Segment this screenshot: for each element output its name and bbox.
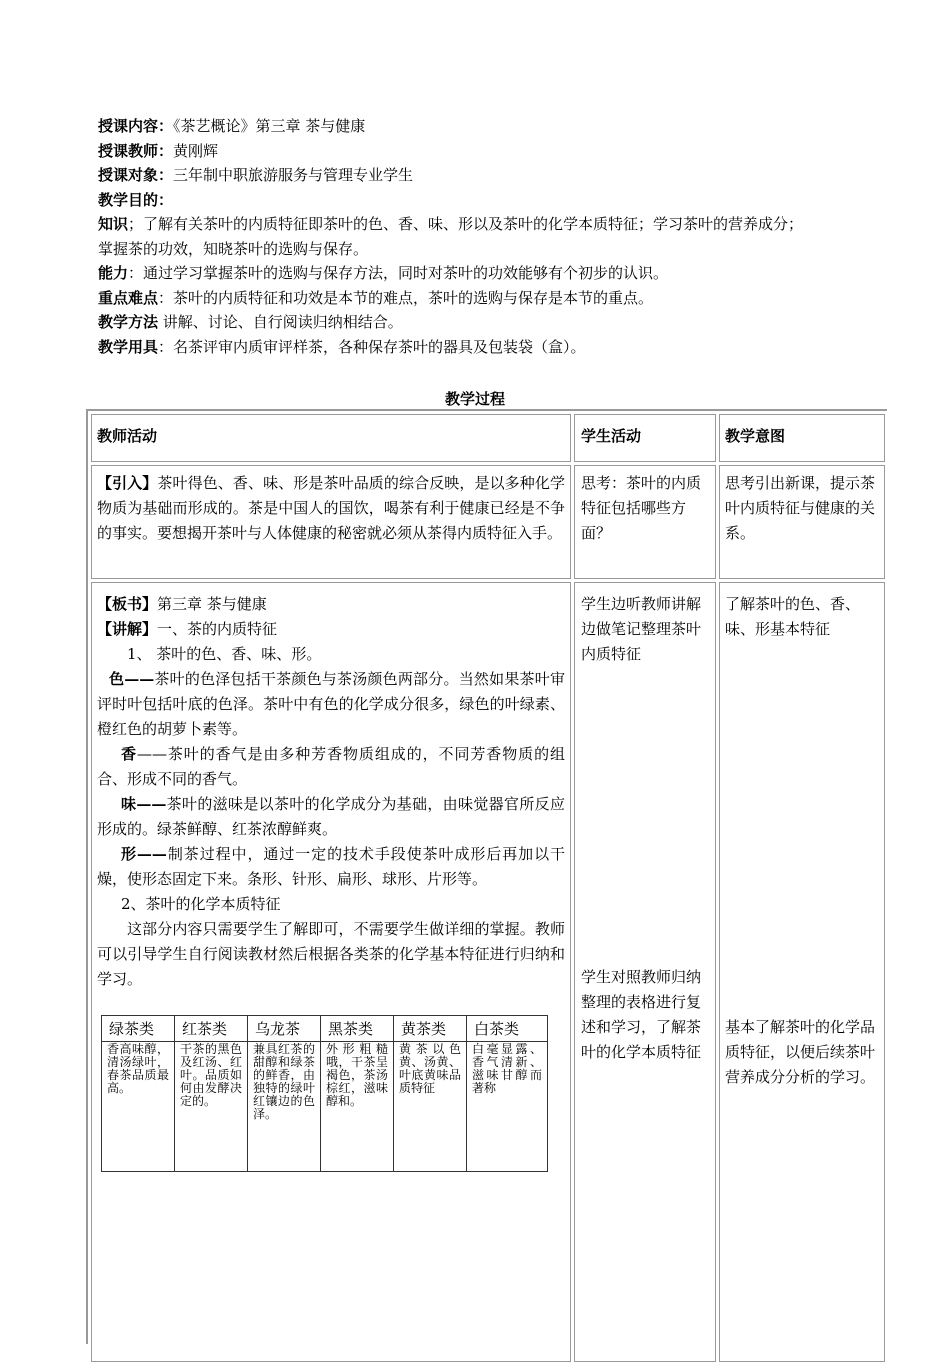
tea-header: 红茶类 xyxy=(175,1016,248,1042)
tea-cell: 兼具红茶的甜醇和绿茶的鲜香，由独特的绿叶红镶边的色泽。 xyxy=(248,1042,321,1172)
color-tag: 色—— xyxy=(109,670,155,688)
content-value: 《茶艺概论》第三章 茶与健康 xyxy=(173,117,366,135)
tea-cell: 白毫显露、香气清新、滋味甘醇而著称 xyxy=(467,1042,548,1172)
method-label: 教学方法 xyxy=(98,313,159,331)
row2-student-1: 学生边听教师讲解边做笔记整理茶叶内质特征 xyxy=(581,595,702,663)
knowledge-value-2: 掌握茶的功效，知晓茶叶的选购与保存。 xyxy=(98,239,369,258)
intro-body: 茶叶得色、香、味、形是茶叶品质的综合反映，是以多种化学物质为基础而形成的。茶是中国人的国饮，喝茶有利于健康已经是不争的事实。要想揭开茶叶与人体健康的秘密就必须从茶得内质特征入手。 xyxy=(97,474,565,542)
target-value: 三年制中职旅游服务与管理专业学生 xyxy=(173,166,414,184)
intro-tag: 【引入】 xyxy=(97,474,158,492)
method-value: 讲解、讨论、自行阅读归纳相结合。 xyxy=(158,313,403,331)
row2-cell-intent xyxy=(719,582,885,1362)
chemistry-note: 这部分内容只需要学生了解即可，不需要学生做详细的掌握。教师可以引导学生自行阅读教材然后根据各类茶的化学基本特征进行归纳和学习。 xyxy=(97,920,565,988)
knowledge-label: 知识 xyxy=(98,215,129,233)
row1-student: 思考：茶叶的内质特征包括哪些方面？ xyxy=(581,474,702,542)
row2-intent-1: 了解茶叶的色、香、味、形基本特征 xyxy=(725,595,861,638)
color-text: 茶叶的色泽包括干茶颜色与茶汤颜色两部分。当然如果茶叶审评时叶包括叶底的色泽。茶叶中有色的化学成分很多，绿色的叶绿素、橙红色的胡萝卜素等。 xyxy=(97,670,565,738)
lecture-text: 一、茶的内质特征 xyxy=(157,620,278,638)
knowledge-value: ；了解有关茶叶的内质特征即茶叶的色、香、味、形以及茶叶的化学本质特征；学习茶叶的营养成分； xyxy=(128,215,804,233)
row2-intent-2: 基本了解茶叶的化学品质特征，以便后续茶叶营养成分分析的学习。 xyxy=(725,1018,876,1086)
board-tag: 【板书】 xyxy=(97,595,158,613)
tea-header: 白茶类 xyxy=(467,1016,548,1042)
aroma-tag: 香 xyxy=(121,745,137,763)
tea-cell: 香高味醇，清汤绿叶，春茶品质最高。 xyxy=(102,1042,175,1172)
teacher-label: 授课教师： xyxy=(98,141,174,160)
content-label: 授课内容： xyxy=(98,117,174,135)
lecture-tag: 【讲解】 xyxy=(97,620,158,638)
ability-value: ：通过学习掌握茶叶的选购与保存方法，同时对茶叶的功效能够有个初步的认识。 xyxy=(128,264,669,282)
header-intent: 教学意图 xyxy=(725,427,786,445)
teacher-value: 黄刚辉 xyxy=(173,141,219,160)
goal-label: 教学目的： xyxy=(98,190,174,209)
row2-teacher-text xyxy=(97,592,565,992)
row2-student-2: 学生对照教师归纳整理的表格进行复述和学习，了解茶叶的化学本质特征 xyxy=(581,968,702,1061)
intro-text xyxy=(97,471,565,546)
tea-cell: 干茶的黑色及红汤、红叶。品质如何由发酵决定的。 xyxy=(175,1042,248,1172)
header-teacher: 教师活动 xyxy=(97,427,158,445)
aroma-text: ——茶叶的香气是由多种芳香物质组成的，不同芳香物质的组合、形成不同的香气。 xyxy=(97,745,565,788)
tea-header: 乌龙茶 xyxy=(248,1016,321,1042)
shape-text: 制茶过程中，通过一定的技术手段使茶叶成形后再加以干燥，使形态固定下来。条形、针形、扁形、球形、片形等。 xyxy=(97,845,565,888)
tea-header: 绿茶类 xyxy=(102,1016,175,1042)
tea-chemistry-table xyxy=(101,1015,548,1172)
board-text: 第三章 茶与健康 xyxy=(157,595,267,613)
tea-cell: 黄茶以色黄、汤黄、叶底黄味品质特征 xyxy=(394,1042,467,1172)
lesson-info xyxy=(98,114,878,359)
tools-label: 教学用具 xyxy=(98,337,159,356)
sub-heading-1: 1、 茶叶的色、香、味、形。 xyxy=(127,645,322,663)
taste-text: 茶叶的滋味是以茶叶的化学成分为基础，由味觉器官所反应形成的。绿茶鲜醇、红茶浓醇鲜爽。 xyxy=(97,795,565,838)
header-cell-teacher xyxy=(91,414,571,462)
process-title: 教学过程 xyxy=(444,390,505,408)
ability-label: 能力 xyxy=(98,264,129,282)
header-student: 学生活动 xyxy=(581,427,642,445)
sub-heading-2: 2、茶叶的化学本质特征 xyxy=(121,895,281,913)
tools-value: ：名茶评审内质审评样茶，各种保存茶叶的器具及包装袋（盒）。 xyxy=(158,337,586,356)
taste-tag: 味—— xyxy=(121,795,167,813)
tea-cell: 外形粗糙哦，干茶呈褐色，茶汤棕红，滋味醇和。 xyxy=(321,1042,394,1172)
key-label: 重点难点 xyxy=(98,288,159,307)
shape-tag: 形—— xyxy=(121,845,167,863)
tea-header: 黄茶类 xyxy=(394,1016,467,1042)
tea-header: 黑茶类 xyxy=(321,1016,394,1042)
key-value: ：茶叶的内质特征和功效是本节的难点，茶叶的选购与保存是本节的重点。 xyxy=(158,288,654,307)
target-label: 授课对象： xyxy=(98,166,174,184)
row1-intent: 思考引出新课，提示茶叶内质特征与健康的关系。 xyxy=(725,474,876,542)
